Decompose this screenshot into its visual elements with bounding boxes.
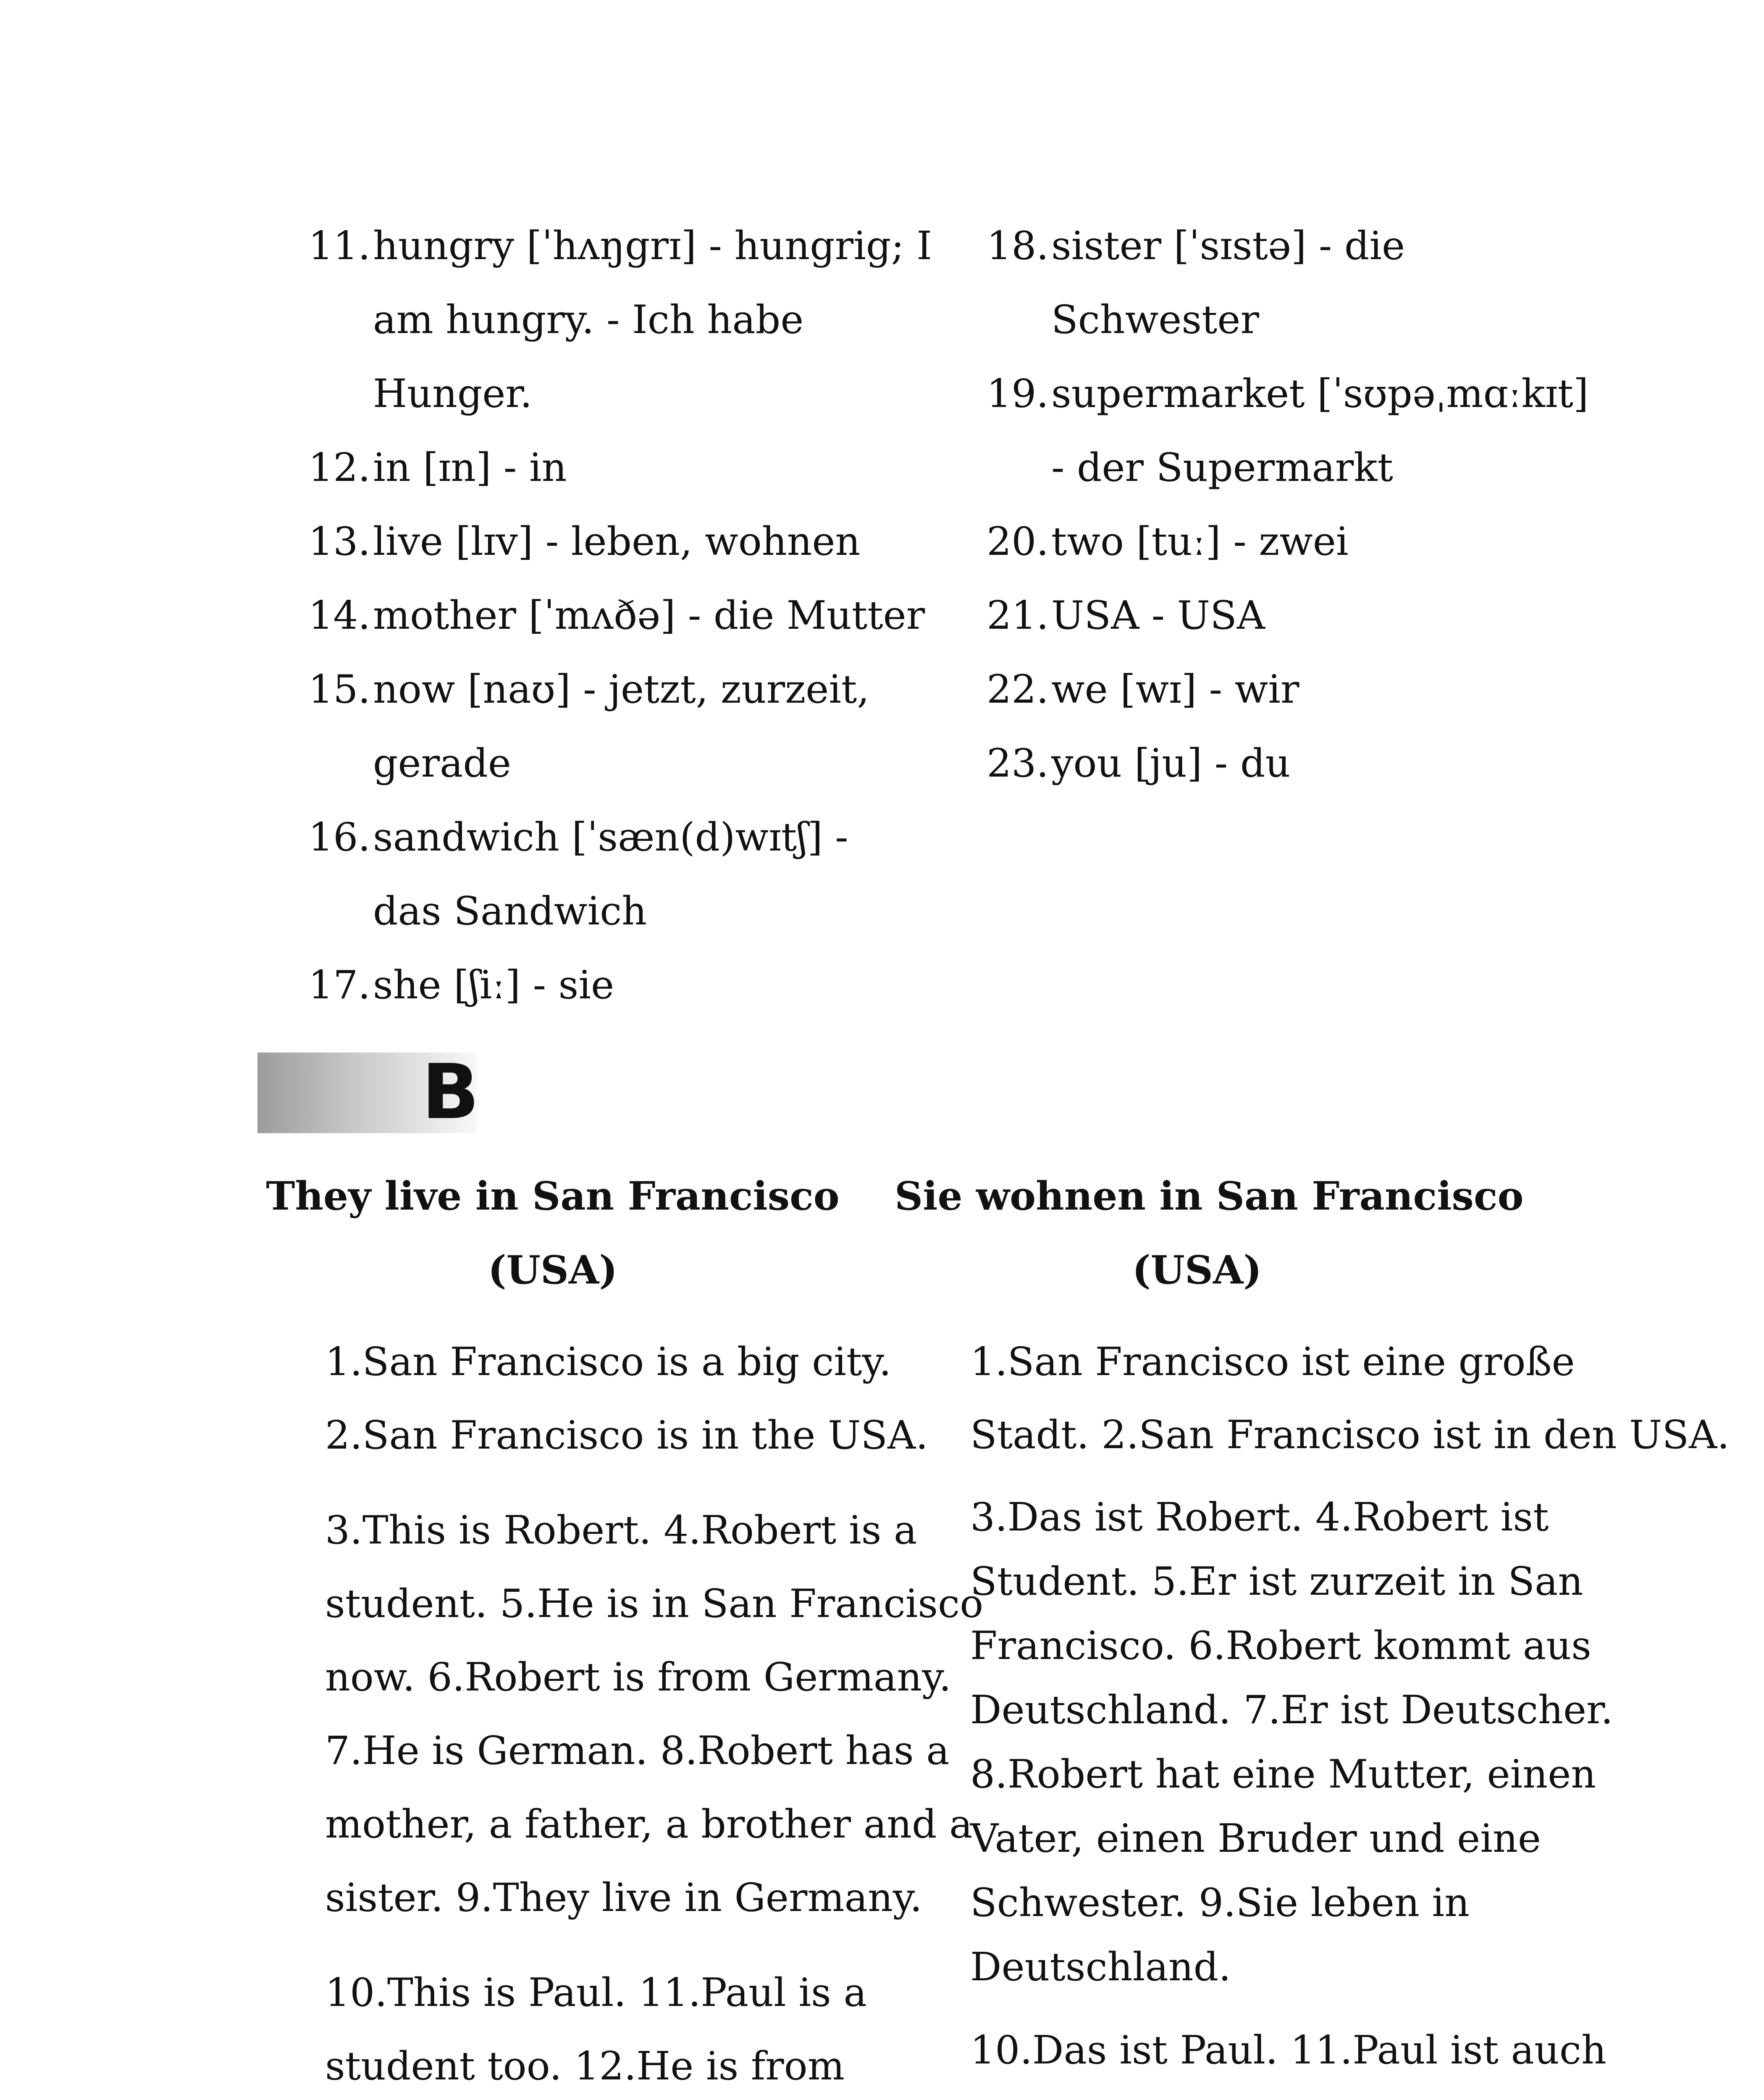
story-line: 1.San Francisco ist eine große bbox=[970, 1339, 1575, 1384]
vocabulary-item bbox=[986, 578, 1574, 652]
vocabulary-item-number: 11. bbox=[308, 223, 370, 268]
story-paragraph bbox=[249, 1956, 875, 2100]
vocabulary-item-number: 20. bbox=[987, 519, 1049, 564]
vocabulary-item bbox=[307, 800, 895, 948]
story-title-line: (USA) bbox=[1132, 1247, 1262, 1293]
vocabulary-item-number: 13. bbox=[308, 519, 370, 564]
vocabulary-item-text: Schwester bbox=[1051, 297, 1259, 342]
vocabulary-item-text: hungry [ˈhʌŋgrɪ] - hungrig; I bbox=[373, 223, 932, 268]
vocabulary-item bbox=[307, 504, 895, 578]
story-line: 10.This is Paul. 11.Paul is a bbox=[325, 1970, 867, 2015]
vocabulary-item-number: 15. bbox=[308, 667, 370, 712]
vocabulary-item bbox=[307, 430, 895, 504]
vocabulary-item bbox=[307, 948, 895, 1022]
vocabulary-item-number: 16. bbox=[308, 814, 370, 860]
vocabulary-item bbox=[986, 209, 1574, 357]
vocabulary-item-number: 22. bbox=[987, 667, 1049, 712]
vocabulary-item-number: 18. bbox=[987, 223, 1049, 268]
vocabulary-item-text: sandwich [ˈsæn(d)wɪtʃ] - bbox=[373, 814, 848, 860]
vocabulary-item-text: gerade bbox=[373, 740, 512, 786]
story-line: 10.Das ist Paul. 11.Paul ist auch bbox=[970, 2027, 1606, 2073]
story-line: 3.Das ist Robert. 4.Robert ist bbox=[970, 1494, 1549, 1540]
story-line: sister. 9.They live in Germany. bbox=[325, 1875, 922, 1920]
vocabulary-item-text: we [wɪ] - wir bbox=[1051, 667, 1299, 712]
story-text-german bbox=[895, 1325, 1730, 2100]
vocabulary-item-number: 21. bbox=[987, 593, 1049, 638]
vocabulary-item bbox=[307, 209, 932, 430]
vocabulary-item-text: Hunger. bbox=[373, 371, 533, 416]
story-line: Schwester. 9.Sie leben in bbox=[970, 1880, 1470, 1925]
vocabulary-section bbox=[0, 0, 1764, 1029]
vocabulary-item-text: two [tuː] - zwei bbox=[1051, 519, 1349, 564]
story-line: Vater, einen Bruder und eine bbox=[970, 1816, 1541, 1861]
story-line: 2.San Francisco is in the USA. bbox=[325, 1412, 928, 1458]
vocabulary-item-number: 12. bbox=[308, 445, 370, 490]
vocabulary-item-text: you [ju] - du bbox=[1051, 740, 1291, 786]
vocabulary-list-left bbox=[307, 209, 932, 1022]
vocabulary-item-text: she [ʃiː] - sie bbox=[373, 962, 614, 1008]
story-paragraph bbox=[249, 1325, 928, 1472]
story-line: now. 6.Robert is from Germany. bbox=[325, 1654, 951, 1700]
vocabulary-item-text: sister [ˈsɪstə] - die bbox=[1051, 223, 1405, 268]
vocabulary-item bbox=[986, 357, 1589, 504]
vocabulary-item-text: live [lɪv] - leben, wohnen bbox=[373, 519, 861, 564]
story-paragraph bbox=[895, 2013, 1606, 2100]
vocabulary-item bbox=[986, 652, 1574, 726]
vocabulary-item-number: 23. bbox=[987, 740, 1049, 786]
vocabulary-item-text: now [naʊ] - jetzt, zurzeit, bbox=[373, 667, 869, 712]
vocabulary-item-text: das Sandwich bbox=[373, 888, 647, 934]
vocabulary-item-number: 14. bbox=[308, 593, 370, 638]
vocabulary-item bbox=[307, 652, 895, 800]
vocabulary-item-text: am hungry. - Ich habe bbox=[373, 297, 804, 342]
vocabulary-item bbox=[986, 726, 1574, 800]
vocabulary-item-text: supermarket [ˈsʊpəˌmɑːkɪt] bbox=[1051, 371, 1589, 416]
story-paragraph bbox=[895, 1485, 1613, 1999]
story-line: Stadt. 2.San Francisco ist in den USA. bbox=[970, 1412, 1730, 1457]
story-line: Deutschland. 7.Er ist Deutscher. bbox=[970, 1687, 1613, 1732]
story-title-line: They live in San Francisco bbox=[266, 1173, 840, 1219]
vocabulary-item-number: 19. bbox=[987, 371, 1049, 416]
vocabulary-item-text: - der Supermarkt bbox=[1051, 445, 1394, 490]
section-b-heading: B bbox=[422, 1048, 480, 1136]
story-line: student too. 12.He is from bbox=[325, 2043, 845, 2089]
story-line: 3.This is Robert. 4.Robert is a bbox=[325, 1507, 917, 1553]
vocabulary-item bbox=[986, 504, 1574, 578]
vocabulary-item bbox=[307, 578, 925, 652]
vocabulary-item-text: mother [ˈmʌðə] - die Mutter bbox=[373, 593, 925, 638]
story-title-line: Sie wohnen in San Francisco bbox=[895, 1173, 1524, 1219]
story-title-line: (USA) bbox=[488, 1247, 618, 1293]
story-line: mother, a father, a brother and a bbox=[325, 1801, 973, 1847]
story-line: Deutschland. bbox=[970, 1944, 1231, 1990]
vocabulary-item-text: in [ɪn] - in bbox=[373, 445, 567, 490]
story-line: 7.He is German. 8.Robert has a bbox=[325, 1728, 950, 1773]
story-line: student. 5.He is in San Francisco bbox=[325, 1581, 984, 1626]
story-line bbox=[895, 2087, 1550, 2100]
story-line: Francisco. 6.Robert kommt aus bbox=[970, 1623, 1591, 1668]
story-line: Student. 5.Er ist zurzeit in San bbox=[970, 1559, 1583, 1604]
vocabulary-item-text: USA - USA bbox=[1051, 593, 1265, 638]
story-paragraph bbox=[895, 1325, 1730, 1471]
story-text-english bbox=[249, 1325, 984, 2100]
story-paragraph bbox=[249, 1494, 984, 1935]
story-title-english bbox=[250, 1159, 855, 1307]
story-title-german bbox=[895, 1159, 1524, 1307]
vocabulary-list-right bbox=[986, 209, 1589, 800]
story-line: 1.San Francisco is a big city. bbox=[325, 1339, 892, 1384]
story-line: 8.Robert hat eine Mutter, einen bbox=[970, 1751, 1596, 1797]
vocabulary-item-number: 17. bbox=[308, 962, 370, 1008]
